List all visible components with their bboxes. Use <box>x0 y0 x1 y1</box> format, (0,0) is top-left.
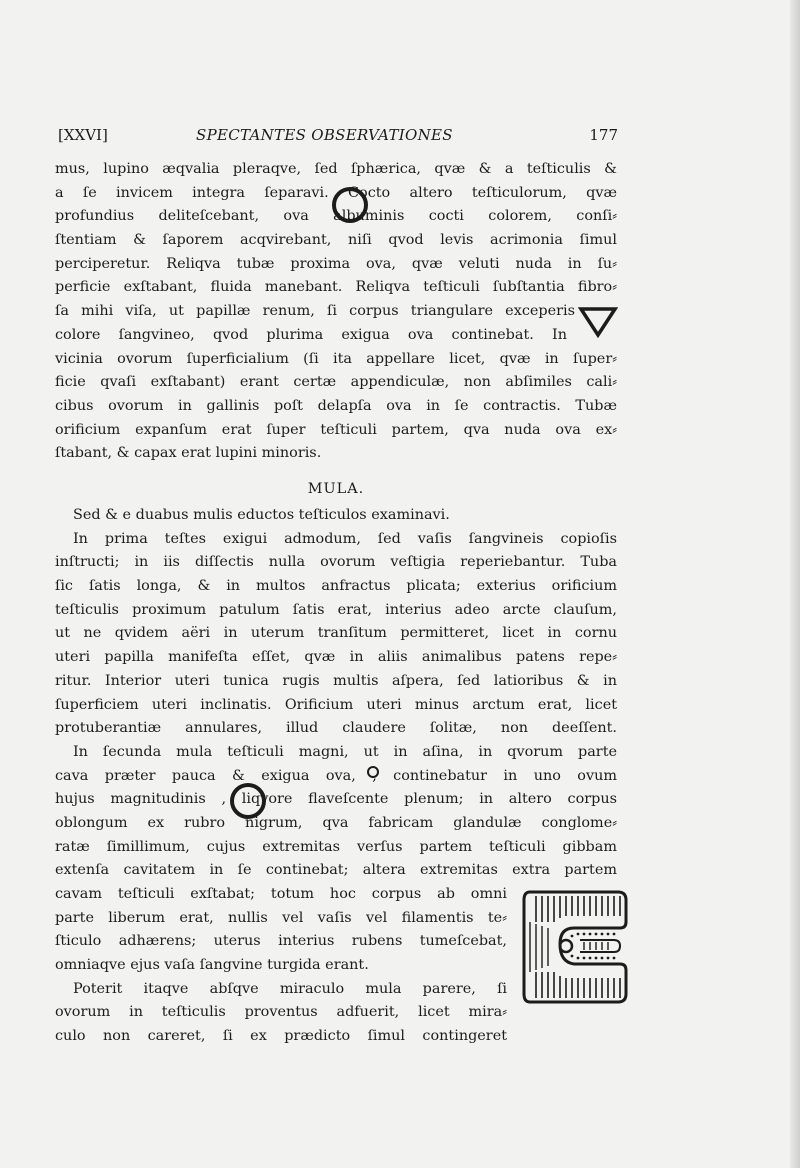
text-line: omniaqve ejus vaſa ſangvine turgida erant. <box>55 957 369 974</box>
text-line: extenſa cavitatem in ſe continebat; altera extremitas extra partem <box>55 862 617 879</box>
text-line: perciperetur. Reliqva tubæ proxima ova, qvæ veluti nuda in ſu⸗ <box>55 255 617 272</box>
running-title: SPECTANTES OBSERVATIONES <box>196 126 453 144</box>
page-edge-shadow <box>790 0 800 1168</box>
text-line: hujus magnitudinis , liqvore flaveſcente plenum; in altero corpus <box>55 791 617 808</box>
text-line: In ſecunda mula teſticuli magni, ut in aſina, in qvorum parte <box>73 743 617 760</box>
text-line: Poterit itaqve abſqve miraculo mula parere, ſi <box>73 980 507 997</box>
oblong-gland-figure <box>522 882 634 1012</box>
triangle-body-icon <box>578 306 618 338</box>
text-line: uteri papilla manifeſta eſſet, qvæ in aliis animalibus patens repe⸗ <box>55 649 617 666</box>
section-heading-block <box>55 478 617 502</box>
text-line: oblongum ex rubro nigrum, qva fabricam glandulæ conglome⸗ <box>55 814 617 831</box>
text-line: ſuperficiem uteri inclinatis. Orificium uteri minus arctum erat, licet <box>55 696 617 713</box>
text-line: ſic ſatis longa, & in multos anfractus plicata; exterius orificium <box>55 578 617 595</box>
text-line: protuberantiæ annulares, illud claudere ſolitæ, non deeſſent. <box>55 720 617 737</box>
section-heading: MULA. <box>307 481 365 497</box>
text-line: ut ne qvidem aëri in uterum tranſitum permitteret, licet in cornu <box>55 625 617 642</box>
text-line: colore ſangvineo, qvod plurima exigua ova continebat. In <box>55 326 567 343</box>
section-number: [XXVI] <box>58 126 108 144</box>
text-line: perficie exſtabant, fluida manebant. Reliqva teſticuli ſubſtantia fibro⸗ <box>55 279 617 296</box>
text-line: cavam teſticuli exſtabat; totum hoc corpus ab omni <box>55 886 507 902</box>
text-line: profundius deliteſcebant, ova albuminis cocti colorem, conſi⸗ <box>55 208 617 225</box>
page-number: 177 <box>589 126 618 144</box>
text-line: ſtabant, & capax erat lupini minoris. <box>55 445 322 462</box>
text-line: parte liberum erat, nullis vel vaſis vel filamentis te⸗ <box>55 909 507 926</box>
text-line: a ſe invicem integra ſeparavi. Cocto altero teſticulorum, qvæ <box>55 184 617 201</box>
text-line: mus, lupino æqvalia pleraqve, ſed ſphærica, qvæ & a teſticulis & <box>55 161 617 177</box>
text-line: ovorum in teſticulis proventus adfuerit, licet mira⸗ <box>55 1004 507 1021</box>
running-header <box>58 126 618 148</box>
text-line: ritur. Interior uteri tunica rugis multis aſpera, ſed latioribus & in <box>55 672 617 689</box>
ovum-circle-icon <box>332 187 368 223</box>
text-line: ficie qvaſi exſtabant) erant certæ appendiculæ, non abſimiles cali⸗ <box>55 374 617 391</box>
text-line: In prima teſtes exigui admodum, ſed vaſis ſangvineis copioſis <box>73 530 617 547</box>
text-line: inſtructi; in iis diſſectis nulla ovorum veſtigia reperiebantur. Tuba <box>55 554 617 571</box>
small-egg-icon <box>367 766 379 778</box>
text-line: culo non careret, ſi ex prædicto ſimul contingeret <box>55 1028 507 1045</box>
text-line: teſticulis proximum patulum ſatis erat, interius adeo arcte clauſum, <box>55 601 617 618</box>
text-line: cava præter pauca & exigua ova, , continebatur in uno ovum <box>55 767 617 784</box>
text-line: cibus ovorum in gallinis poſt delapſa ova in ſe contractis. Tubæ <box>55 397 617 414</box>
text-line: ratæ ſimillimum, cujus extremitas verſus partem teſticuli gibbam <box>55 838 617 855</box>
ovum-circle-icon <box>230 783 266 819</box>
text-line: ſticulo adhærens; uterus interius rubens tumeſcebat, <box>55 933 507 950</box>
text-line: ſa mihi viſa, ut papillæ renum, ſi corpus triangulare exceperis <box>55 303 575 320</box>
text-line: vicinia ovorum ſuperficialium (ſi ita appellare licet, qvæ in ſuper⸗ <box>55 350 617 367</box>
text-line: orificium expanſum erat ſuper teſticuli partem, qva nuda ova ex⸗ <box>55 421 617 438</box>
text-line: Sed & e duabus mulis eductos teſticulos examinavi. <box>73 507 450 523</box>
text-line: ſtentiam & ſaporem acqvirebant, niſi qvod levis acrimonia ſimul <box>55 232 617 249</box>
